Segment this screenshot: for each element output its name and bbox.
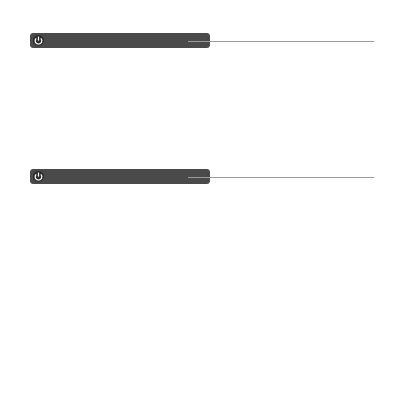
section-rule bbox=[188, 177, 374, 178]
power-icon bbox=[33, 35, 44, 46]
power-icon bbox=[33, 171, 44, 182]
features-section-header bbox=[30, 33, 210, 48]
safety-section-header bbox=[30, 169, 210, 184]
section-rule bbox=[188, 41, 374, 42]
